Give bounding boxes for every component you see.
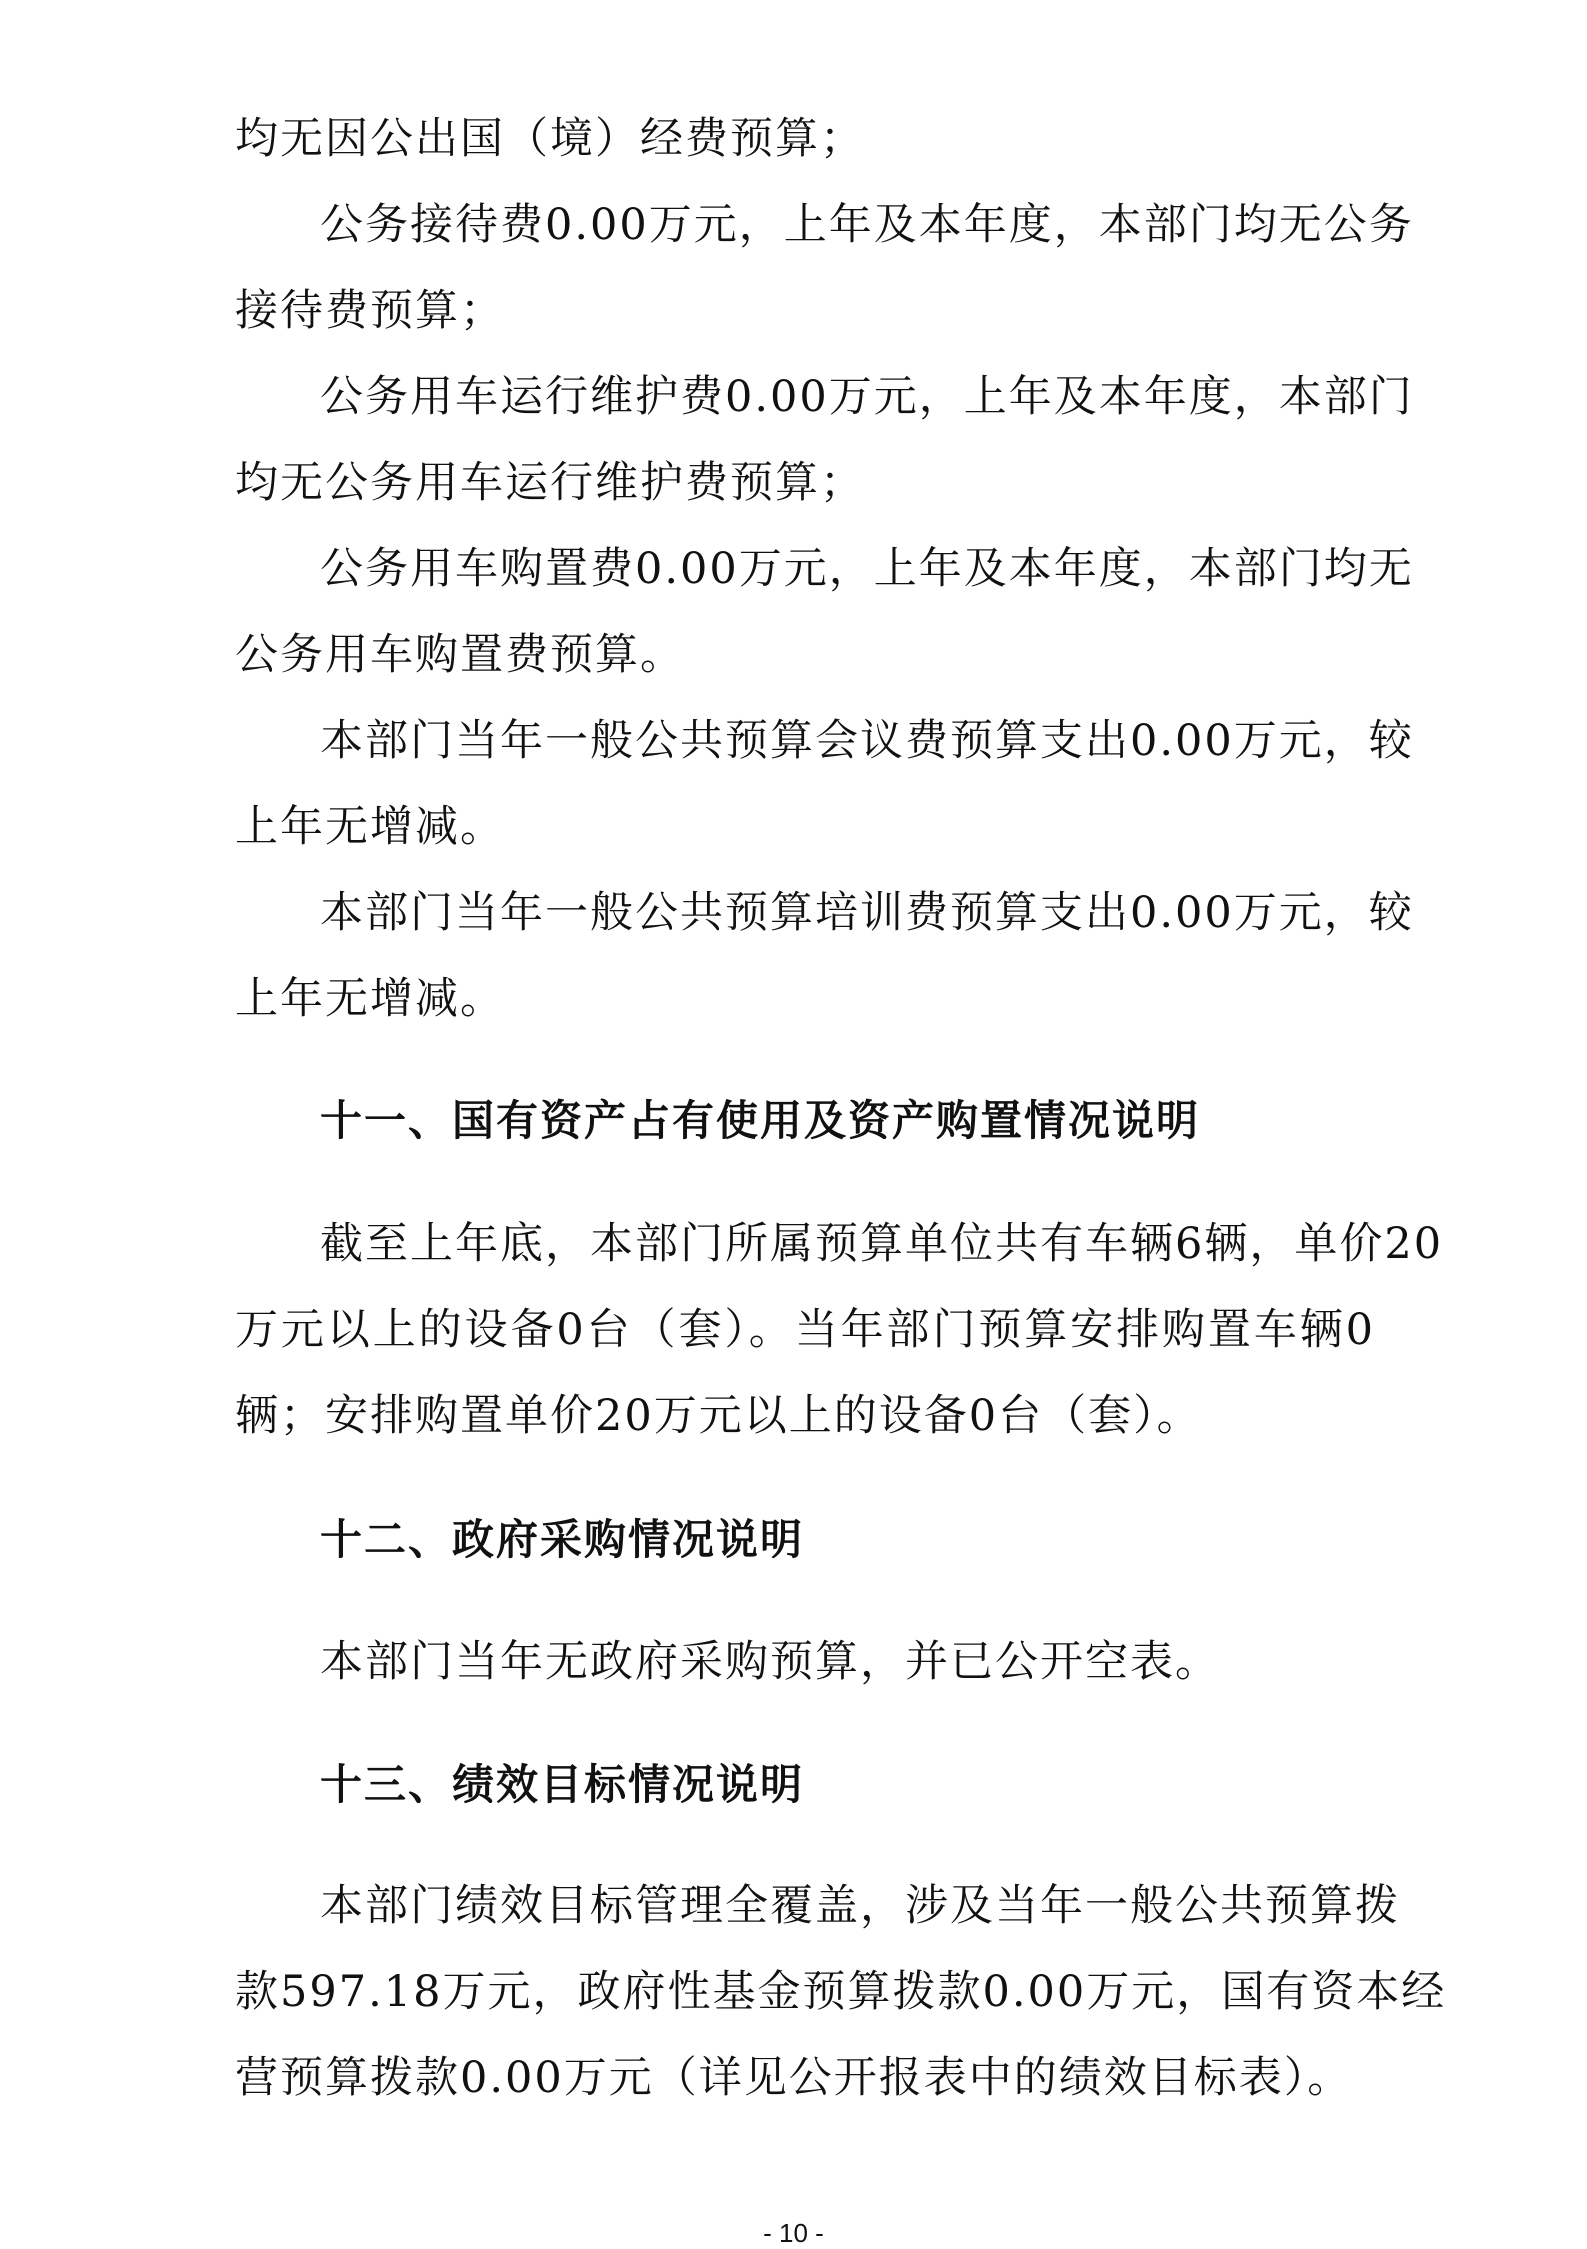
body-line: 本部门当年一般公共预算会议费预算支出0.00万元，较 xyxy=(320,716,1414,766)
body-line: 截至上年底，本部门所属预算单位共有车辆6辆，单价20 xyxy=(320,1219,1444,1269)
body-line: 辆；安排购置单价20万元以上的设备0台（套）。 xyxy=(235,1391,1202,1441)
body-line: 均无因公出国（境）经费预算； xyxy=(235,114,865,164)
body-line: 本部门当年无政府采购预算，并已公开空表。 xyxy=(320,1637,1220,1687)
body-line: 万元以上的设备0台（套）。当年部门预算安排购置车辆0 xyxy=(235,1305,1375,1355)
body-line: 均无公务用车运行维护费预算； xyxy=(235,458,865,508)
body-line: 接待费预算； xyxy=(235,286,505,336)
page-number: - 10 - xyxy=(763,2218,824,2248)
section-heading: 十三、绩效目标情况说明 xyxy=(320,1760,805,1809)
section-heading: 十一、国有资产占有使用及资产购置情况说明 xyxy=(320,1096,1201,1145)
body-line: 本部门当年一般公共预算培训费预算支出0.00万元，较 xyxy=(320,888,1414,938)
body-line: 款597.18万元，政府性基金预算拨款0.00万元，国有资本经 xyxy=(235,1967,1447,2017)
body-line: 公务接待费0.00万元，上年及本年度，本部门均无公务 xyxy=(320,200,1414,250)
body-line: 上年无增减。 xyxy=(235,974,505,1024)
body-line: 本部门绩效目标管理全覆盖，涉及当年一般公共预算拨 xyxy=(320,1881,1400,1931)
section-heading: 十二、政府采购情况说明 xyxy=(320,1515,805,1564)
body-line: 上年无增减。 xyxy=(235,802,505,852)
body-line: 营预算拨款0.00万元（详见公开报表中的绩效目标表）。 xyxy=(235,2053,1353,2103)
body-line: 公务用车购置费0.00万元，上年及本年度，本部门均无 xyxy=(320,544,1414,594)
body-line: 公务用车购置费预算。 xyxy=(235,630,685,680)
body-line: 公务用车运行维护费0.00万元，上年及本年度，本部门 xyxy=(320,372,1414,422)
